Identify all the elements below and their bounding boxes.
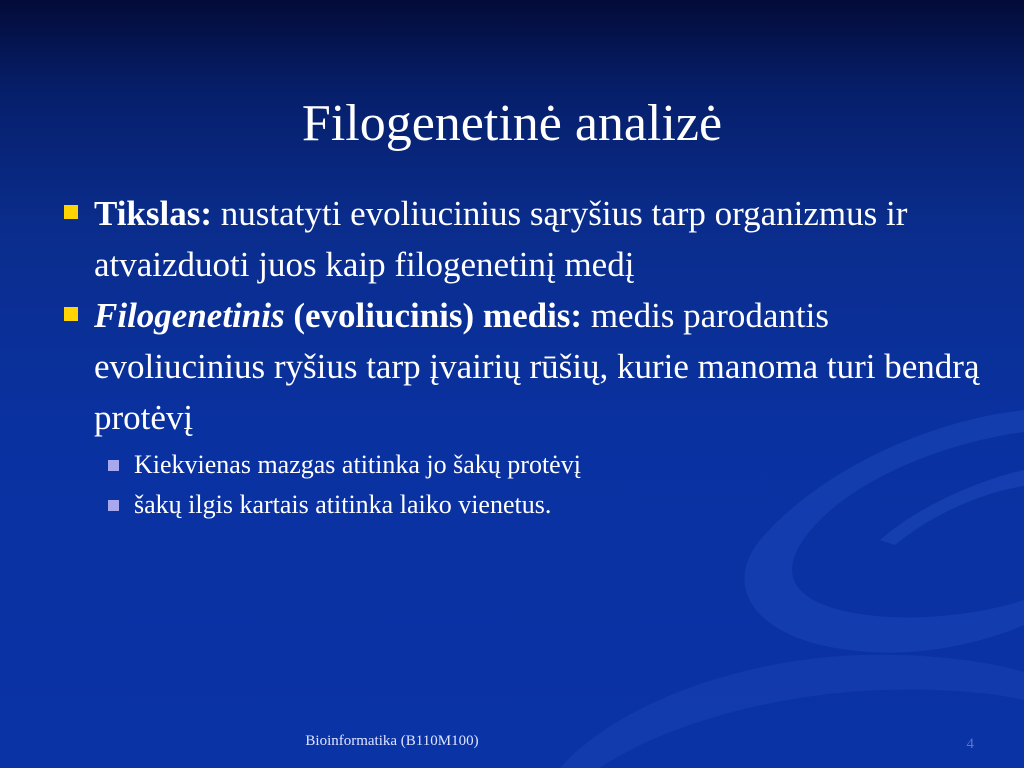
bullet-tree-italic-term: Filogenetinis: [94, 296, 285, 335]
bullet-goal-label: Tikslas:: [94, 194, 213, 233]
yellow-square-bullet-icon: [64, 307, 78, 321]
bullet-tree-label: (evoliucinis) medis:: [284, 296, 583, 335]
bullet-list: [60, 188, 990, 525]
bullet-item-tree: [60, 290, 990, 443]
footer-course: Bioinformatika (B110M100): [305, 733, 479, 749]
slide-title: Filogenetinė analizė: [301, 95, 723, 152]
bullet-tree-text: medis parodantis evoliucinius ryšius tarp įvairių rūšių, kurie manoma turi bendrą protėvį: [94, 296, 980, 437]
bullet-goal-text: nustatyti evoliucinius sąryšius tarp organizmus ir atvaizduoti juos kaip filogenetinį medį: [94, 194, 908, 284]
yellow-square-bullet-icon: [64, 205, 78, 219]
sub-bullet-list: [60, 445, 990, 525]
page-number: 4: [966, 736, 974, 752]
sub-bullet-text: šakų ilgis kartais atitinka laiko vienetus.: [134, 490, 552, 519]
sub-bullet-item: [60, 485, 990, 525]
sub-bullet-text: Kiekvienas mazgas atitinka jo šakų protėvį: [134, 450, 581, 479]
bullet-item-goal: [60, 188, 990, 290]
sub-bullet-item: [60, 445, 990, 485]
lavender-square-bullet-icon: [108, 500, 119, 511]
lavender-square-bullet-icon: [108, 460, 119, 471]
